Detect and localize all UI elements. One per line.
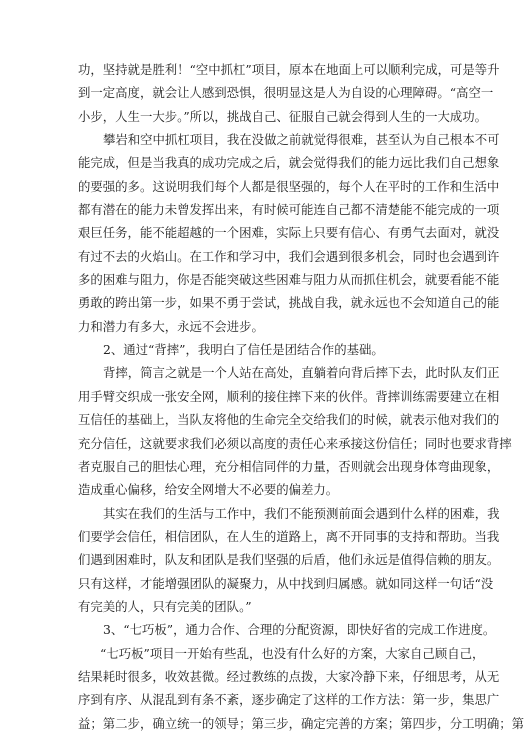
paragraph-line: 有完美的人，只有完美的团队。” (78, 598, 252, 614)
paragraph-line: 们遇到困难时，队友和团队是我们坚强的后盾，他们永远是值得信赖的朋友。 (78, 552, 500, 568)
paragraph-line: “七巧板”项目一开始有些乱，也没有什么好的方案，大家自己顾自己， (100, 645, 485, 661)
paragraph-line: 其实在我们的生活与工作中，我们不能预测前面会遇到什么样的困难，我 (103, 505, 500, 521)
paragraph-line: 攀岩和空中抓杠项目，我在没做之前就觉得很难，甚至认为自己根本不可 (103, 132, 500, 148)
paragraph-line: 互信任的基础上，当队友将他的生命完全交给我们的时候，就表示他对我们的 (78, 412, 500, 428)
paragraph-line: 结果耗时很多，收效甚微。经过教练的点拨，大家冷静下来，仔细思考，从无 (78, 668, 500, 684)
paragraph-line: 序到有序、从混乱到有条不紊，逐步确定了这样的工作方法：第一步，集思广 (78, 692, 500, 708)
paragraph-line: 力和潜力有多大，永远不会进步。 (78, 318, 264, 334)
paragraph-line: 用手臂交织成一张安全网，顺利的接住摔下来的伙伴。背摔训练需要建立在相 (78, 388, 500, 404)
paragraph-line: 背摔，简言之就是一个人站在高处，直躺着向背后摔下去，此时队友们正 (103, 365, 500, 381)
section-heading: 2、通过“背摔”，我明白了信任是团结合作的基础。 (103, 342, 384, 358)
paragraph-line: 勇敢的跨出第一步，如果不勇于尝试，挑战自我，就永远也不会知道自己的能 (78, 295, 500, 311)
paragraph-line: 的要强的多。这说明我们每个人都是很坚强的，每个人在平时的工作和生活中 (78, 178, 500, 194)
paragraph-line: 造成重心偏移，给安全网增大不必要的偏差力。 (78, 482, 339, 498)
paragraph-line: 只有这样，才能增强团队的凝聚力，从中找到归属感。就如同这样一句话“没 (78, 575, 494, 591)
paragraph-line: 们要学会信任，相信团队，在人生的道路上，离不开同事的支持和帮助。当我 (78, 528, 500, 544)
paragraph-line: 都有潜在的能力未曾发挥出来，有时候可能连自己都不清楚能不能完成的一项 (78, 202, 500, 218)
paragraph-line: 小步，人生一大步。”所以，挑战自己、征服自己就会得到人生的一大成功。 (78, 108, 488, 124)
document-body (78, 58, 524, 735)
paragraph-line: 到一定高度，就会让人感到恐惧，很明显这是人为自设的心理障碍。“高空一 (78, 85, 494, 101)
paragraph-line: 者克服自己的胆怯心理，充分相信同伴的力量，否则就会出现身体弯曲现象， (78, 458, 500, 474)
paragraph-line: 艰巨任务，能不能超越的一个困难，实际上只要有信心、有勇气去面对，就没 (78, 225, 500, 241)
paragraph-line: 充分信任，这就要求我们必须以高度的责任心来承接这份信任；同时也要求背摔 (78, 435, 512, 451)
section-heading: 3、“七巧板”，通力合作、合理的分配资源，即快好省的完成工作进度。 (103, 622, 496, 638)
paragraph-line: 多的困难与阻力，你是否能突破这些困难与阻力从而抓住机会，就要看能不能 (78, 272, 500, 288)
paragraph-line: 有过不去的火焰山。在工作和学习中，我们会遇到很多机会，同时也会遇到许 (78, 248, 500, 264)
paragraph-line: 益；第二步，确立统一的领导；第三步，确定完善的方案；第四步，分工明确；第 (78, 715, 524, 731)
paragraph-line: 功，坚持就是胜利！“空中抓杠”项目，原本在地面上可以顺利完成，可是等升 (78, 62, 500, 77)
paragraph-line: 能完成，但是当我真的成功完成之后，就会觉得我们的能力远比我们自己想象 (78, 155, 500, 171)
